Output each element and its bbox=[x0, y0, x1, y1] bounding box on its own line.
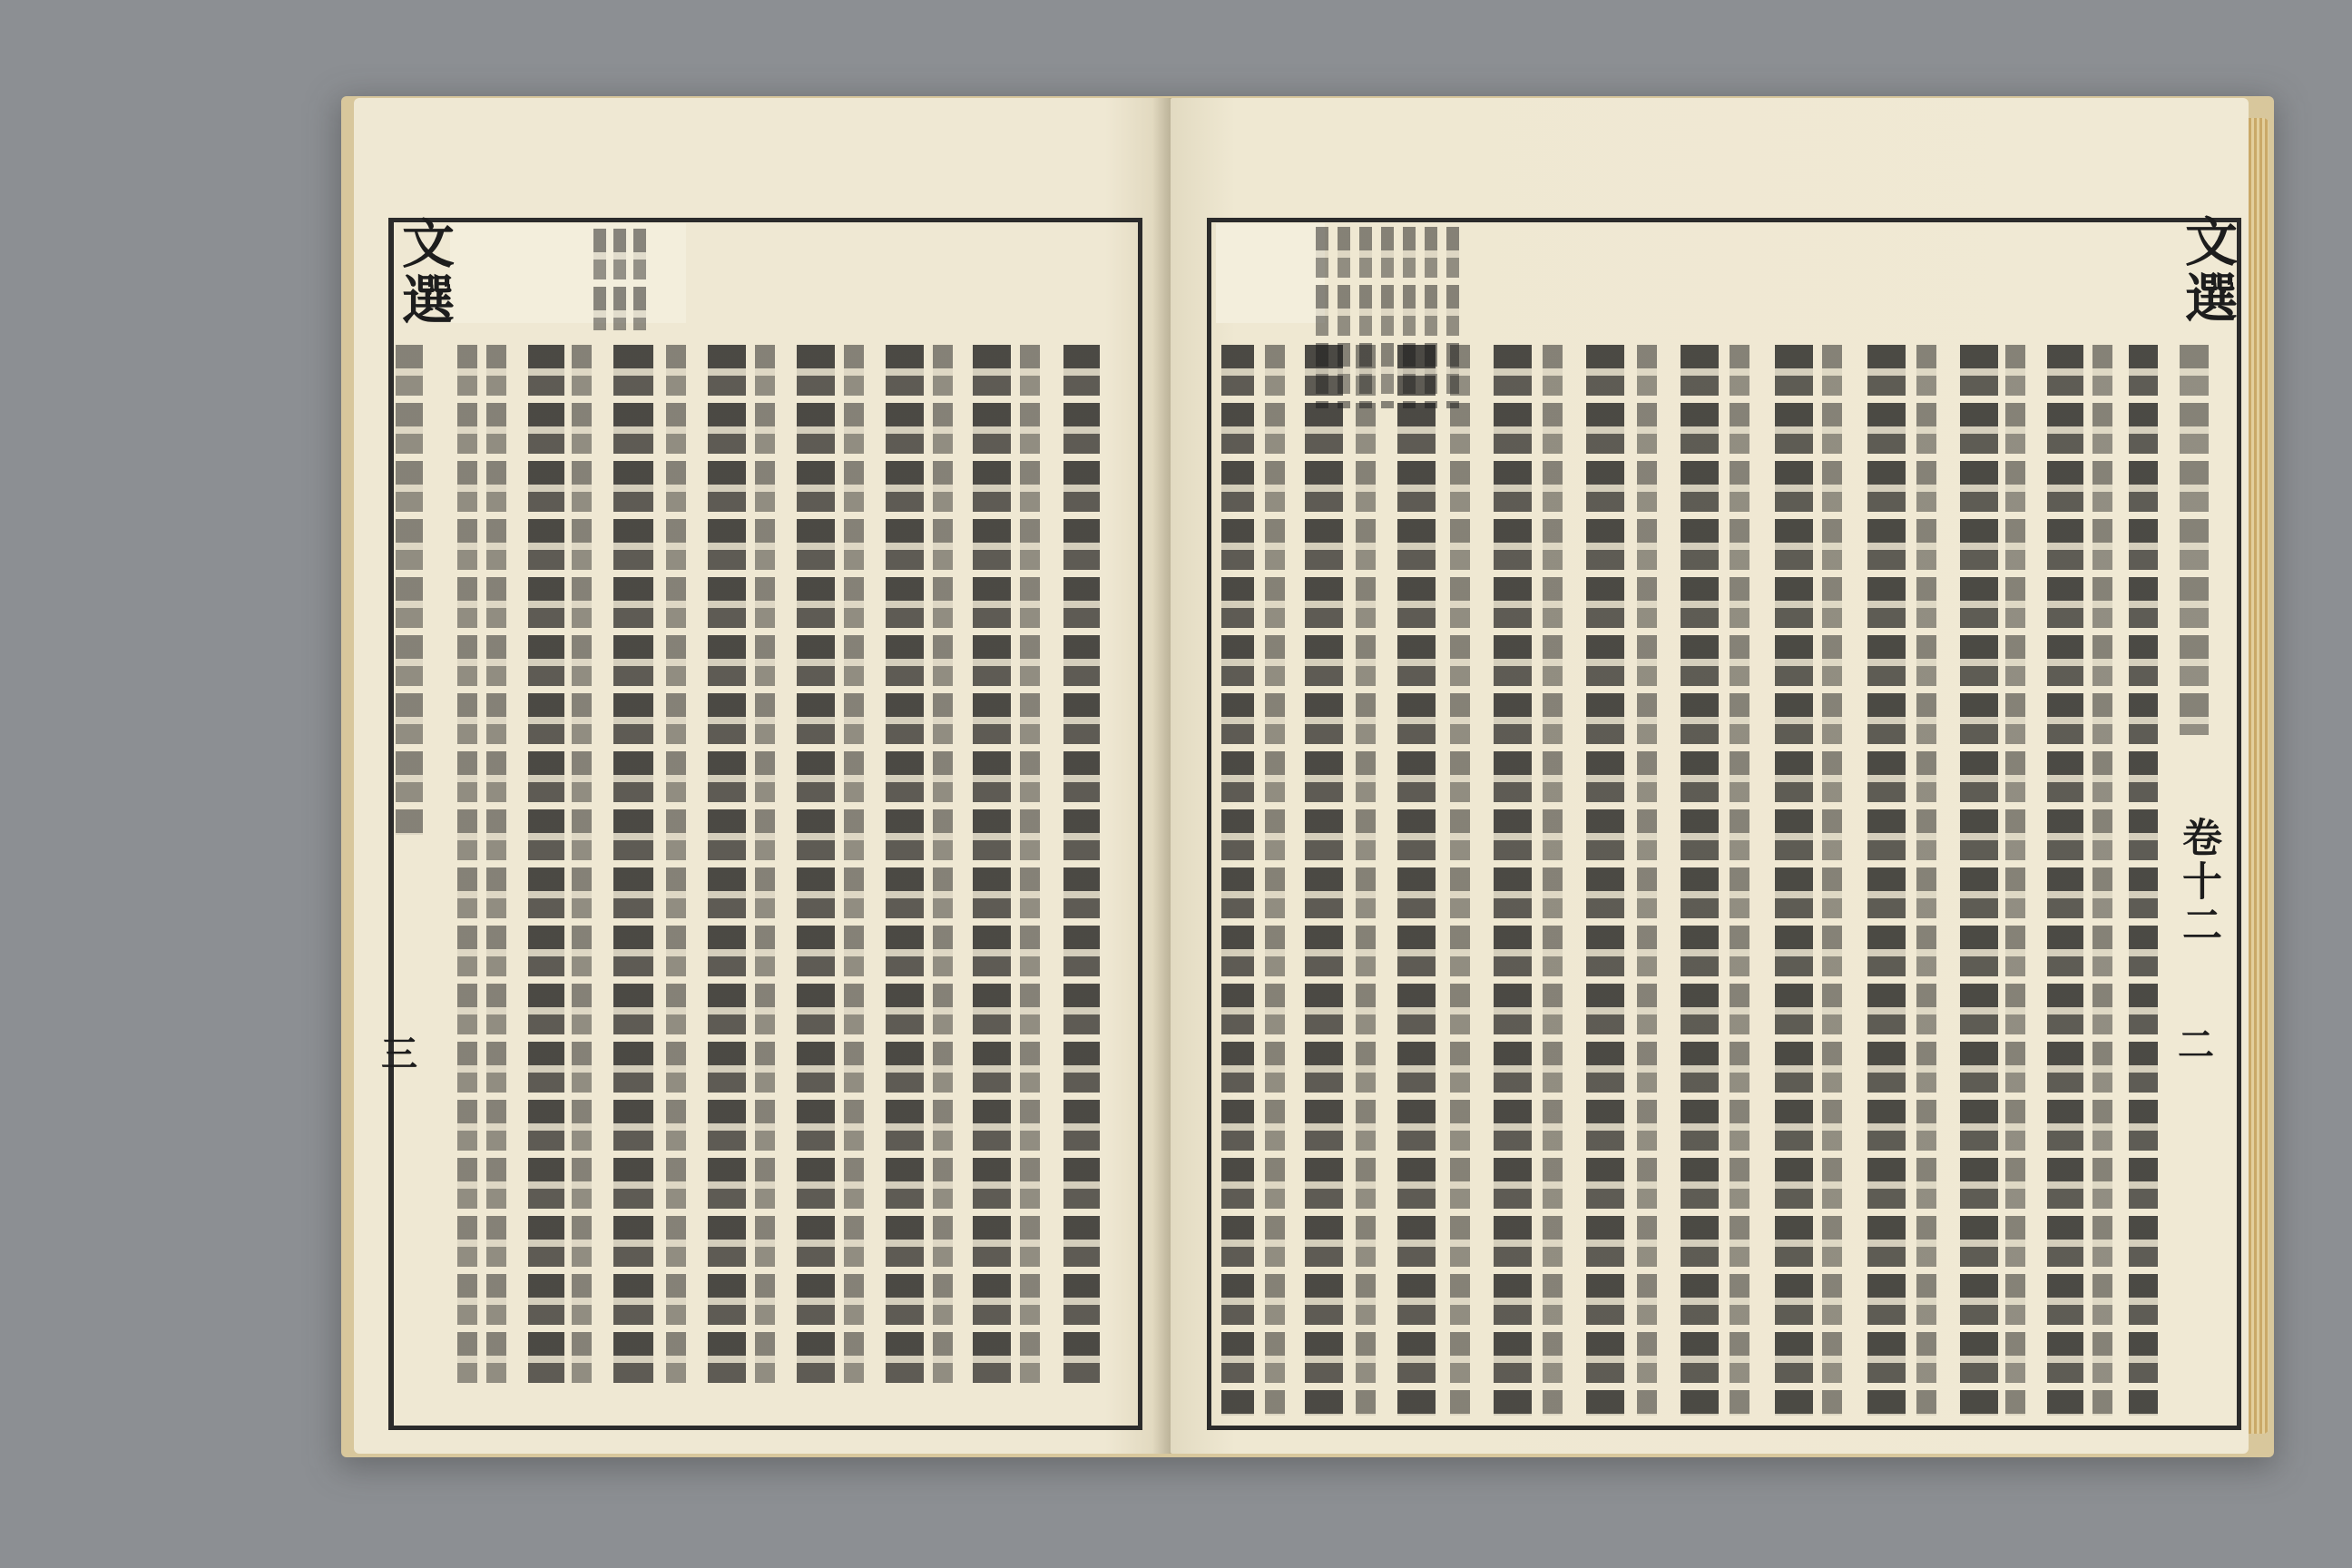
commentary-column bbox=[1822, 345, 1842, 1416]
text-column bbox=[1063, 345, 1100, 1388]
left-page-folio: 三 bbox=[381, 1033, 417, 1075]
text-column bbox=[708, 345, 746, 1388]
text-column bbox=[886, 345, 924, 1388]
text-column bbox=[613, 345, 653, 1388]
text-column bbox=[1221, 345, 1254, 1416]
left-page-title-column bbox=[396, 345, 423, 835]
commentary-column bbox=[1916, 345, 1936, 1416]
commentary-column bbox=[572, 345, 592, 1388]
commentary-column bbox=[844, 345, 864, 1388]
left-page-title: 文選 bbox=[393, 216, 455, 328]
text-column bbox=[1397, 345, 1436, 1416]
commentary-column bbox=[666, 345, 686, 1388]
commentary-column bbox=[1265, 345, 1285, 1416]
text-column bbox=[528, 345, 564, 1388]
text-column bbox=[1681, 345, 1719, 1416]
commentary-column bbox=[1356, 345, 1376, 1416]
text-column bbox=[797, 345, 835, 1388]
text-column bbox=[1960, 345, 1998, 1416]
left-header-band bbox=[450, 223, 686, 323]
left-header-annotation-column bbox=[593, 229, 606, 330]
commentary-column bbox=[755, 345, 775, 1388]
right-header-annotation-column bbox=[1381, 227, 1394, 408]
commentary-column bbox=[1450, 345, 1470, 1416]
text-column bbox=[973, 345, 1011, 1388]
right-page-title: 文選 bbox=[2176, 214, 2238, 327]
text-column bbox=[2129, 345, 2158, 1416]
commentary-column bbox=[1543, 345, 1563, 1416]
commentary-column bbox=[2005, 345, 2025, 1416]
commentary-column bbox=[1730, 345, 1749, 1416]
text-column bbox=[2047, 345, 2083, 1416]
text-column bbox=[1867, 345, 1906, 1416]
text-column bbox=[1586, 345, 1624, 1416]
commentary-column bbox=[457, 345, 477, 1388]
text-column bbox=[1494, 345, 1532, 1416]
commentary-column bbox=[486, 345, 506, 1388]
commentary-column bbox=[933, 345, 953, 1388]
right-page-volume: 卷十二 bbox=[2175, 817, 2221, 947]
text-column bbox=[1775, 345, 1813, 1416]
commentary-column bbox=[2092, 345, 2112, 1416]
commentary-column bbox=[1020, 345, 1040, 1388]
commentary-column bbox=[1637, 345, 1657, 1416]
right-page-folio: 二 bbox=[2178, 1024, 2214, 1066]
left-header-annotation-column bbox=[633, 229, 646, 330]
right-page-title-column bbox=[2180, 345, 2209, 735]
text-column bbox=[1305, 345, 1343, 1416]
left-header-annotation-column bbox=[613, 229, 626, 330]
right-header-band bbox=[1216, 223, 1325, 323]
